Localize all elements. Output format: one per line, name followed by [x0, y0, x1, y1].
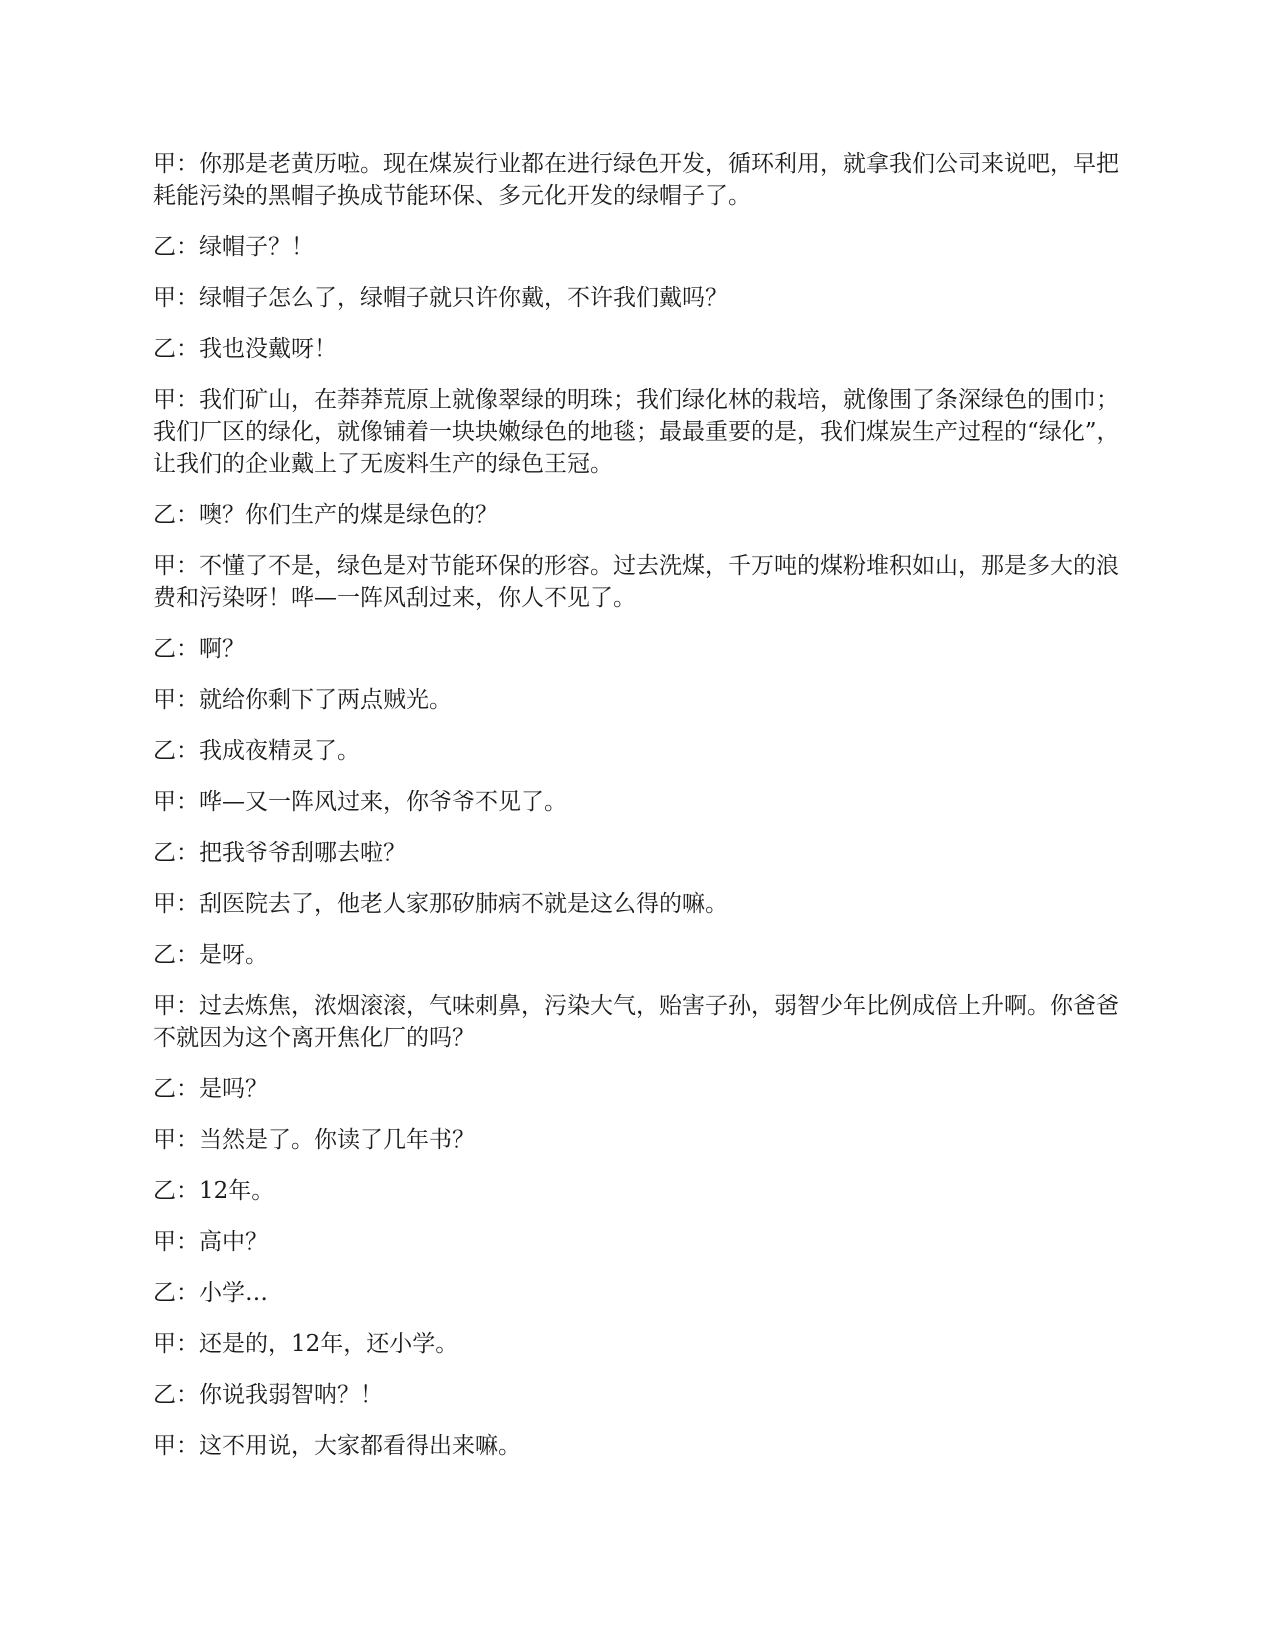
dialogue-line: 甲：刮医院去了，他老人家那矽肺病不就是这么得的嘛。	[153, 891, 728, 917]
dialogue-line: 乙：是吗？	[153, 1076, 268, 1102]
dialogue-line: 乙：是呀。	[153, 942, 268, 968]
dialogue-line: 乙：噢？你们生产的煤是绿色的？	[153, 502, 498, 528]
dialogue-line: 乙：绿帽子？！	[153, 234, 314, 260]
dialogue-line: 甲：哗—又一阵风过来，你爷爷不见了。	[153, 789, 567, 815]
dialogue-line: 甲：还是的，12年，还小学。	[153, 1331, 459, 1357]
dialogue-line: 甲：你那是老黄历啦。现在煤炭行业都在进行绿色开发，循环利用，就拿我们公司来说吧，早把耗能污染的黑帽子换成节能环保、多元化开发的绿帽子了。	[153, 151, 1119, 209]
dialogue-line: 甲：当然是了。你读了几年书？	[153, 1127, 475, 1153]
dialogue-line: 甲：绿帽子怎么了，绿帽子就只许你戴，不许我们戴吗？	[153, 285, 728, 311]
dialogue-line: 甲：我们矿山，在莽莽荒原上就像翠绿的明珠；我们绿化林的栽培，就像围了条深绿色的围巾；我们厂区的绿化，就像铺着一块块嫩绿色的地毯；最最重要的是，我们煤炭生产过程的“绿化”，让我们的企业戴上了无废料生产的绿色王冠。	[153, 387, 1120, 477]
dialogue-line: 甲：不懂了不是，绿色是对节能环保的形容。过去洗煤，千万吨的煤粉堆积如山，那是多大的浪费和污染呀！哗—一阵风刮过来，你人不见了。	[153, 553, 1119, 611]
dialogue-line: 乙：把我爷爷刮哪去啦？	[153, 840, 406, 866]
dialogue-line: 甲：高中？	[153, 1229, 268, 1255]
dialogue-line: 甲：过去炼焦，浓烟滚滚，气味刺鼻，污染大气，贻害子孙，弱智少年比例成倍上升啊。你爸爸不就因为这个离开焦化厂的吗？	[153, 993, 1119, 1051]
dialogue-line: 乙：我也没戴呀！	[153, 336, 337, 362]
dialogue-line: 乙：你说我弱智呐？！	[153, 1382, 383, 1408]
dialogue-line: 乙：12年。	[153, 1178, 275, 1204]
dialogue-line: 乙：我成夜精灵了。	[153, 738, 360, 764]
dialogue-line: 甲：这不用说，大家都看得出来嘛。	[153, 1433, 521, 1459]
dialogue-line: 乙：啊？	[153, 636, 245, 662]
dialogue-body	[153, 148, 1135, 1481]
dialogue-line: 甲：就给你剩下了两点贼光。	[153, 687, 452, 713]
dialogue-line: 乙：小学…	[153, 1280, 268, 1306]
